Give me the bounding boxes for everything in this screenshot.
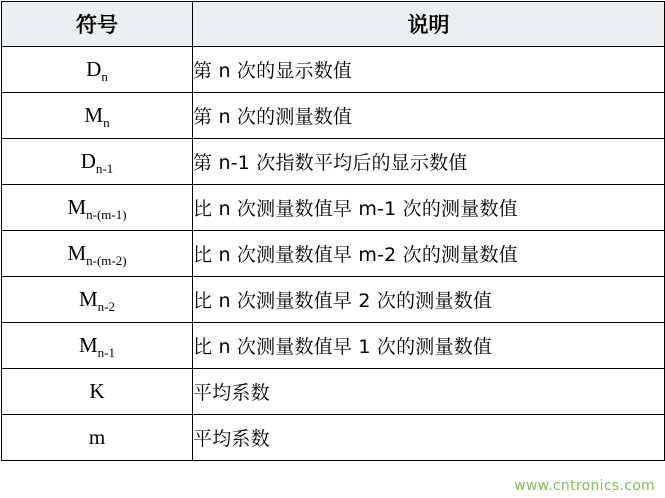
symbol-base: M	[67, 195, 87, 219]
symbol-base: m	[88, 425, 106, 449]
symbol-base: M	[78, 287, 98, 311]
symbol-definition-table	[1, 1, 665, 461]
symbol-cell	[2, 139, 193, 185]
symbol-cell	[2, 231, 193, 277]
table-row	[2, 415, 665, 461]
description-cell: 平均系数	[193, 415, 665, 461]
column-header-symbol: 符号	[2, 2, 193, 47]
watermark: www.cntronics.com	[514, 478, 655, 494]
description-cell: 比 n 次测量数值早 2 次的测量数值	[193, 277, 665, 323]
symbol-base: D	[86, 57, 102, 81]
symbol-subscript: n	[101, 69, 108, 84]
symbol-definition-table-container	[1, 1, 664, 461]
symbol-cell	[2, 369, 193, 415]
table-header	[2, 2, 665, 47]
table-row	[2, 139, 665, 185]
symbol-cell	[2, 185, 193, 231]
symbol-base: M	[78, 333, 98, 357]
symbol-cell	[2, 323, 193, 369]
symbol-base: K	[89, 379, 105, 403]
symbol-base: D	[80, 149, 96, 173]
symbol-subscript: n	[103, 115, 110, 130]
table-row	[2, 231, 665, 277]
description-cell: 第 n-1 次指数平均后的显示数值	[193, 139, 665, 185]
table-row	[2, 369, 665, 415]
table-row	[2, 185, 665, 231]
table-header-row	[2, 2, 665, 47]
description-cell: 平均系数	[193, 369, 665, 415]
description-cell: 第 n 次的测量数值	[193, 93, 665, 139]
symbol-base: M	[84, 103, 104, 127]
symbol-subscript: n-(m-2)	[86, 253, 127, 268]
symbol-cell	[2, 415, 193, 461]
symbol-cell	[2, 93, 193, 139]
symbol-subscript: n-1	[95, 161, 114, 176]
table-row	[2, 277, 665, 323]
symbol-base: M	[67, 241, 87, 265]
table-body	[2, 47, 665, 461]
table-row	[2, 323, 665, 369]
description-cell: 第 n 次的显示数值	[193, 47, 665, 93]
symbol-subscript: n-2	[97, 299, 116, 314]
symbol-subscript: n-(m-1)	[86, 207, 127, 222]
symbol-cell	[2, 277, 193, 323]
table-row	[2, 93, 665, 139]
description-cell: 比 n 次测量数值早 1 次的测量数值	[193, 323, 665, 369]
description-cell: 比 n 次测量数值早 m-1 次的测量数值	[193, 185, 665, 231]
symbol-subscript: n-1	[97, 345, 116, 360]
column-header-description: 说明	[193, 2, 665, 47]
description-cell: 比 n 次测量数值早 m-2 次的测量数值	[193, 231, 665, 277]
symbol-cell	[2, 47, 193, 93]
table-row	[2, 47, 665, 93]
